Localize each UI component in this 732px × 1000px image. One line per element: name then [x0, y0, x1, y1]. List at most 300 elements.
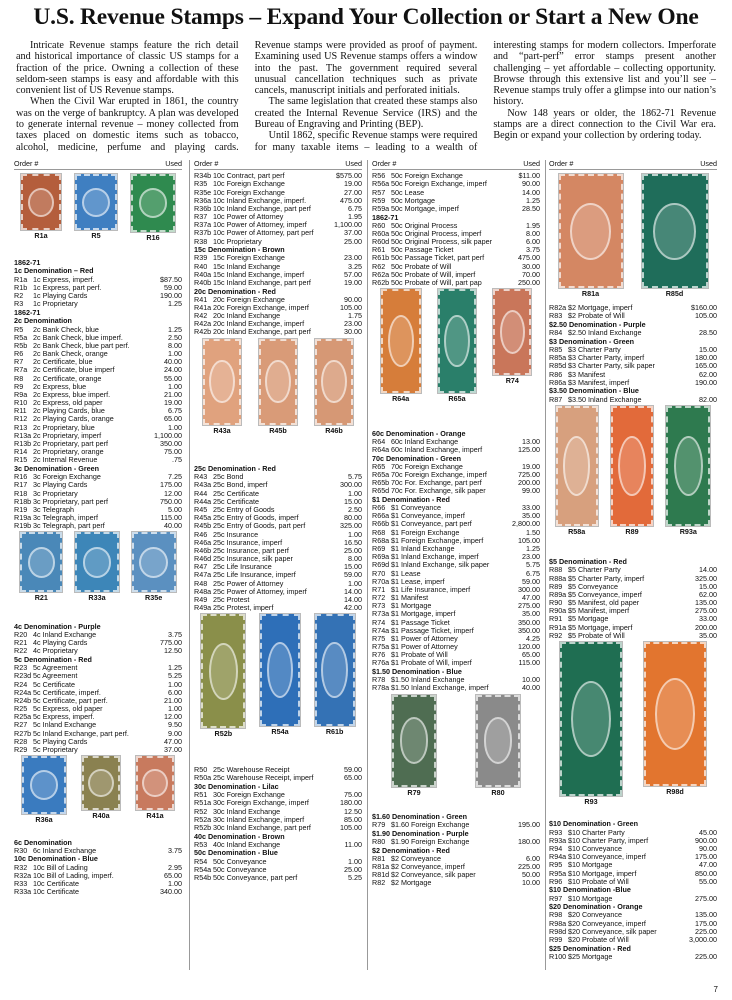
stamp-description: 1c Playing Cards	[33, 291, 88, 300]
stamp-image-group	[549, 404, 717, 558]
stamp-description: 30c Foreign Exchange, imperf	[213, 799, 309, 808]
catalog-number: R81a	[372, 863, 390, 872]
stamp-figure	[131, 174, 175, 242]
used-price: 85.00	[344, 815, 362, 824]
list-item	[14, 473, 182, 481]
stamp-description: $1 Passage Ticket	[391, 618, 450, 627]
stamp-description: $1.50 Inland Exchange, imperf	[391, 684, 489, 693]
catalog-number: R44	[194, 489, 208, 498]
stamp-description: 10c Power of Attorney, imperf	[213, 221, 307, 230]
used-price: 50.00	[522, 871, 540, 880]
list-item	[194, 320, 362, 328]
column-header	[194, 160, 362, 170]
used-price: 23.00	[344, 254, 362, 263]
catalog-number: R43	[194, 473, 208, 482]
catalog-number: R100	[549, 952, 567, 961]
catalog-number: R33a	[14, 888, 32, 897]
used-price: 90.00	[522, 180, 540, 189]
used-price: 350.00	[518, 626, 540, 635]
stamp-description: 20c Inland Exchange, part perf	[213, 328, 311, 337]
list-item	[194, 271, 362, 279]
catalog-number: R42b	[194, 328, 212, 337]
section-heading: 6c Denomination	[14, 837, 72, 847]
list-item	[372, 635, 540, 643]
used-price: 47.00	[699, 861, 717, 870]
used-price-header: Used	[523, 159, 540, 168]
list-item	[549, 362, 717, 370]
list-item	[549, 911, 717, 919]
list-item	[194, 205, 362, 213]
revenue-stamp-image	[21, 174, 61, 230]
catalog-number: R35	[194, 180, 208, 189]
stamp-description: $1 Passage Ticket, imperf	[391, 626, 474, 635]
stamp-description: $5 Conveyance, imperf	[568, 590, 642, 599]
revenue-stamp-image	[75, 174, 117, 230]
list-item	[14, 358, 182, 366]
catalog-number: R25a	[14, 713, 32, 722]
used-price: 1.75	[348, 312, 362, 321]
stamp-description: 3c Proprietary	[33, 489, 78, 498]
section-heading: 2c Denomination	[14, 316, 72, 326]
used-price-header: Used	[345, 159, 362, 168]
stamp-description: 30c Inland Exchange, part perf	[213, 823, 311, 832]
catalog-number: R52	[194, 807, 208, 816]
used-price: 59.00	[344, 766, 362, 775]
used-price: 1.00	[168, 350, 182, 359]
list-item	[194, 604, 362, 612]
list-item	[372, 545, 540, 553]
stamp-description: 4c Proprietary	[33, 647, 78, 656]
used-price: 6.00	[168, 688, 182, 697]
catalog-number: R9	[14, 382, 24, 391]
used-price: 9.00	[168, 729, 182, 738]
section-heading: 40c Denomination - Brown	[194, 831, 285, 841]
stamp-caption: R79	[407, 787, 421, 797]
catalog-number: R36a	[194, 196, 212, 205]
stamp-description: 50c Conveyance, part perf	[213, 873, 298, 882]
section-heading: $1 Denomination - Red	[372, 494, 450, 504]
intro-paragraph: The same legislation that created these stamps also created the Internal Revenue Service (IRS) and the Bureau of Engraving and Printing (BEP).	[254, 96, 478, 131]
catalog-number: R54	[194, 857, 208, 866]
list-item	[372, 529, 540, 537]
stamp-description: 5c Certificate, imperf.	[33, 688, 101, 697]
used-price: 115.00	[518, 659, 540, 668]
list-item	[194, 506, 362, 514]
list-item	[14, 721, 182, 729]
list-item	[14, 713, 182, 721]
catalog-number: R68a	[372, 536, 390, 545]
list-item	[194, 189, 362, 197]
list-item	[372, 446, 540, 454]
used-price: 2.95	[168, 863, 182, 872]
catalog-number: R16	[14, 473, 28, 482]
list-item	[194, 221, 362, 229]
revenue-stamp-image	[315, 614, 355, 726]
list-item	[14, 424, 182, 432]
revenue-stamp-image	[559, 174, 623, 288]
list-item	[372, 602, 540, 610]
stamp-description: 5c Express, old paper	[33, 705, 103, 714]
stamp-description: 6c Inland Exchange	[33, 846, 97, 855]
catalog-number: R10	[14, 399, 28, 408]
used-price: 2,800.00	[512, 520, 540, 529]
list-item	[372, 230, 540, 238]
stamp-description: 70c Foreign Exchange	[391, 462, 463, 471]
used-price: 1.95	[348, 213, 362, 222]
catalog-number: R46b	[194, 546, 212, 555]
revenue-stamp-image	[131, 174, 175, 232]
list-item	[372, 643, 540, 651]
section-heading: 1c Denomination – Red	[14, 266, 94, 276]
used-price: 62.00	[699, 370, 717, 379]
list-item	[372, 238, 540, 246]
used-price: 14.00	[344, 595, 362, 604]
stamp-figure	[132, 532, 176, 602]
revenue-stamp-image	[644, 642, 706, 786]
used-price: 350.00	[518, 618, 540, 627]
catalog-number: R1a	[14, 275, 28, 284]
stamp-description: 5c Certificate	[33, 680, 75, 689]
portrait-oval	[500, 310, 525, 353]
catalog-number: R69a	[372, 553, 390, 562]
used-price: 65.00	[522, 651, 540, 660]
stamp-image-group	[14, 754, 182, 838]
stamp-description: 2c Express, blue imperf.	[33, 390, 111, 399]
stamp-figure	[136, 756, 174, 820]
revenue-stamp-image	[476, 695, 520, 787]
list-item	[14, 481, 182, 489]
stamp-description: 10c Foreign Exchange	[213, 180, 285, 189]
catalog-number: R85	[549, 346, 563, 355]
stamp-figure	[21, 174, 61, 240]
stamp-description: 2c Certificate, blue imperf	[33, 366, 115, 375]
stamp-description: $5 Probate of Will	[568, 631, 625, 640]
catalog-number: R89a	[549, 590, 567, 599]
list-item	[549, 837, 717, 845]
used-price: 37.00	[164, 745, 182, 754]
stamp-description: 50c Probate of Will, part pap	[391, 278, 482, 287]
used-price: 65.00	[164, 871, 182, 880]
stamp-description: 3c Foreign Exchange	[33, 473, 101, 482]
catalog-number: R40b	[194, 278, 212, 287]
used-price: 55.00	[164, 374, 182, 383]
catalog-number: R9a	[14, 390, 28, 399]
catalog-number: R94a	[549, 853, 567, 862]
list-item	[372, 651, 540, 659]
stamp-description: 50c Conveyance	[213, 865, 267, 874]
stamp-description: 15c Foreign Exchange	[213, 254, 285, 263]
used-price: 190.00	[695, 378, 717, 387]
stamp-caption: R93a	[679, 526, 697, 536]
stamp-description: 50c Conveyance	[213, 857, 267, 866]
list-item	[194, 498, 362, 506]
section-heading: $1.60 Denomination - Green	[372, 812, 468, 822]
catalog-number: R94	[549, 844, 563, 853]
used-price: 40.00	[164, 522, 182, 531]
catalog-number: R54b	[194, 873, 212, 882]
used-price: 1.95	[526, 221, 540, 230]
used-price: 80.00	[344, 514, 362, 523]
revenue-stamp-image	[381, 289, 421, 393]
used-price: 21.00	[164, 390, 182, 399]
stamp-description: 20c Inland Exchange	[213, 312, 281, 321]
list-item	[194, 254, 362, 262]
stamp-description: 50c Original Process, silk paper	[391, 238, 493, 247]
catalog-number: R45b	[194, 522, 212, 531]
used-price: 1.00	[168, 705, 182, 714]
catalog-number: R11	[14, 407, 27, 416]
stamp-description: 50c Probate of Will	[391, 262, 452, 271]
stamp-figure	[556, 406, 598, 536]
used-price: 105.00	[695, 312, 717, 321]
revenue-stamp-image	[203, 339, 241, 425]
used-price: 90.00	[344, 295, 362, 304]
used-price: 1.00	[348, 530, 362, 539]
catalog-number: R61	[372, 246, 386, 255]
used-price: 1.25	[168, 325, 182, 334]
catalog-number: R29	[14, 745, 28, 754]
catalog-number: R82a	[549, 304, 567, 313]
list-item	[14, 639, 182, 647]
stamp-description: $1 Probate of Will, imperf	[391, 659, 472, 668]
used-price: 10.00	[522, 676, 540, 685]
stamp-description: 3c Telegraph, part perf	[33, 522, 105, 531]
used-price: 1.00	[348, 579, 362, 588]
catalog-number: R44a	[194, 497, 212, 506]
catalog-number: R34b	[194, 172, 212, 181]
stamp-description: $1 Inland Exchange, silk paper	[391, 561, 490, 570]
stamp-description: 25c Certificate	[213, 489, 259, 498]
used-price: 35.00	[699, 631, 717, 640]
catalog-number: R40a	[194, 270, 212, 279]
catalog-number: R82	[372, 879, 386, 888]
stamp-description: 15c Inland Exchange	[213, 262, 281, 271]
list-item	[194, 539, 362, 547]
page-number: 7	[713, 985, 718, 994]
stamp-description: $10 Conveyance	[568, 844, 622, 853]
list-item	[14, 366, 182, 374]
portrait-oval	[88, 769, 113, 797]
list-item	[14, 300, 182, 308]
stamp-image-group	[549, 172, 717, 304]
used-price: 165.00	[695, 362, 717, 371]
list-item	[194, 514, 362, 522]
catalog-number: R60	[372, 221, 386, 230]
section-heading: 70c Denomination - Green	[372, 453, 462, 463]
revenue-stamp-image	[560, 642, 622, 796]
list-item	[14, 664, 182, 672]
used-price: 4.25	[526, 634, 540, 643]
catalog-number: R70a	[372, 577, 390, 586]
stamp-description: $2 Conveyance, imperf	[391, 863, 465, 872]
stamp-description: 2c Playing Cards, orange	[33, 415, 114, 424]
section-heading: 1862-71	[372, 212, 399, 222]
list-item	[372, 279, 540, 287]
catalog-number: R19a	[14, 514, 32, 523]
list-item	[372, 438, 540, 446]
used-price: 275.00	[695, 607, 717, 616]
list-item	[549, 845, 717, 853]
section-heading: $10 Denomination -Blue	[549, 885, 631, 895]
stamp-description: $5 Mortgage	[568, 615, 609, 624]
used-price: 25.00	[344, 237, 362, 246]
stamp-description: 5c Agreement	[33, 672, 78, 681]
used-price: 12.00	[164, 489, 182, 498]
stamp-caption: R45b	[269, 425, 287, 435]
list-item	[14, 292, 182, 300]
catalog-number: R76a	[372, 659, 390, 668]
portrait-oval	[28, 188, 54, 217]
order-number-header: Order #	[194, 159, 219, 168]
catalog-number: R22	[14, 647, 28, 656]
used-price: 7.25	[168, 473, 182, 482]
stamp-description: 25c Insurance, part perf	[213, 546, 289, 555]
stamp-caption: R61b	[325, 727, 344, 737]
catalog-number: R37b	[194, 229, 212, 238]
portrait-oval	[674, 436, 703, 496]
stamp-image-group	[194, 337, 362, 465]
stamp-description: $1 Probate of Will	[391, 651, 448, 660]
used-price: 10.00	[522, 879, 540, 888]
used-price: 15.00	[699, 582, 717, 591]
list-item	[194, 213, 362, 221]
catalog-number: R96	[549, 877, 563, 886]
list-item	[372, 553, 540, 561]
list-item	[14, 276, 182, 284]
catalog-number: R97	[549, 894, 563, 903]
stamp-description: 50c Lease	[391, 188, 425, 197]
used-price: .75	[172, 456, 182, 465]
list-item	[194, 522, 362, 530]
section-heading: $1.90 Denomination - Purple	[372, 828, 469, 838]
catalog-number: R15	[14, 456, 28, 465]
catalog-number: R81	[372, 854, 386, 863]
catalog-number: R14	[14, 448, 28, 457]
stamp-description: 2c Proprietary, imperf	[33, 431, 102, 440]
stamp-description: 4c Inland Exchange	[33, 631, 97, 640]
stamp-description: 25c Life Insurance	[213, 563, 272, 572]
stamp-description: 25c Bond	[213, 473, 244, 482]
list-item	[194, 766, 362, 774]
used-price: 2.50	[348, 505, 362, 514]
catalog-number: R88a	[549, 574, 567, 583]
used-price: 475.00	[340, 196, 362, 205]
list-item	[14, 440, 182, 448]
used-price: 6.75	[168, 407, 182, 416]
column-divider	[545, 160, 546, 970]
stamp-description: 2c Bank Check, blue imperf.	[33, 333, 123, 342]
revenue-stamp-image	[642, 174, 708, 288]
list-item	[549, 936, 717, 944]
used-price: 300.00	[518, 585, 540, 594]
stamp-description: $2 Conveyance, silk paper	[391, 871, 476, 880]
used-price: 275.00	[695, 894, 717, 903]
stamp-caption: R35e	[145, 593, 163, 603]
intro-paragraph: Until 1862, specific Revenue stamps were required for many taxable items – leading to a wealth of interesting stamps for modern collectors. Imperforate and “part-perf” error stamps present another challenging – yet affordable – collecting opportunity. Browse through this extensive list and you’ll see – Revenue stamps truly offer a glimpse into our nation’s history.	[254, 40, 716, 153]
used-price: 275.00	[518, 602, 540, 611]
list-item	[372, 197, 540, 205]
used-price: 59.00	[522, 577, 540, 586]
used-price: 12.00	[164, 713, 182, 722]
stamp-caption: R41a	[146, 811, 164, 821]
list-item	[372, 855, 540, 863]
list-item	[14, 506, 182, 514]
stamp-description: 50c Foreign Exchange	[391, 172, 463, 181]
stamp-description: 3c Proprietary, part perf	[33, 497, 108, 506]
list-item	[372, 570, 540, 578]
list-item	[372, 180, 540, 188]
stamp-description: $10 Conveyance, imperf	[568, 853, 646, 862]
catalog-number: R85a	[549, 354, 567, 363]
used-price: 175.00	[695, 853, 717, 862]
stamp-description: 50c Passage Ticket	[391, 246, 454, 255]
catalog-number: R23d	[14, 672, 32, 681]
stamp-description: 2c Certificate, blue	[33, 358, 93, 367]
used-price: 8.00	[526, 229, 540, 238]
revenue-stamp-image	[260, 614, 300, 726]
stamp-description: 10c Power of Attorney	[213, 213, 284, 222]
revenue-stamp-image	[493, 289, 531, 375]
used-price: 16.50	[344, 538, 362, 547]
catalog-number: R95a	[549, 869, 567, 878]
stamp-figure	[315, 339, 353, 435]
stamp-description: 25c Protest, imperf	[213, 604, 274, 613]
catalog-number: R13a	[14, 431, 32, 440]
portrait-oval	[321, 360, 346, 403]
used-price: 15.00	[344, 497, 362, 506]
stamp-description: 40c Inland Exchange	[213, 840, 281, 849]
stamp-description: $1 Foreign Exchange, imperf	[391, 536, 484, 545]
list-item	[194, 180, 362, 188]
section-heading: 20c Denomination - Red	[194, 286, 276, 296]
stamp-description: 25c Protest	[213, 595, 250, 604]
used-price: 90.00	[699, 844, 717, 853]
used-price: 6.75	[348, 204, 362, 213]
stamp-description: $1 Power of Attorney	[391, 634, 458, 643]
catalog-number: R13	[14, 423, 28, 432]
list-item	[14, 697, 182, 705]
stamp-figure	[82, 756, 120, 820]
catalog-number: R79	[372, 821, 386, 830]
catalog-number: R66	[372, 504, 386, 513]
section-heading: 3c Denomination - Green	[14, 463, 100, 473]
stamp-description: 2c Proprietary, orange	[33, 448, 104, 457]
list-item	[14, 350, 182, 358]
price-list-column-2	[194, 160, 362, 882]
list-item	[372, 205, 540, 213]
list-item	[194, 824, 362, 832]
list-item	[14, 888, 182, 896]
used-price: 225.00	[518, 863, 540, 872]
stamp-description: 10c Proprietary	[213, 237, 262, 246]
catalog-number: R5b	[14, 341, 28, 350]
list-item	[372, 172, 540, 180]
stamp-description: 70c For. Exchange, silk paper	[391, 487, 486, 496]
catalog-number: R17	[14, 481, 28, 490]
stamp-figure	[476, 695, 520, 797]
catalog-number: R7	[14, 358, 24, 367]
stamp-description: 25c Certificate	[213, 497, 259, 506]
stamp-description: 20c Inland Exchange, imperf	[213, 320, 305, 329]
catalog-number: R60a	[372, 229, 390, 238]
catalog-number: R5	[14, 325, 24, 334]
catalog-number: R91	[549, 615, 563, 624]
list-item	[14, 522, 182, 530]
list-item	[14, 514, 182, 522]
used-price: 47.00	[522, 594, 540, 603]
list-item	[549, 354, 717, 362]
list-item	[549, 615, 717, 623]
